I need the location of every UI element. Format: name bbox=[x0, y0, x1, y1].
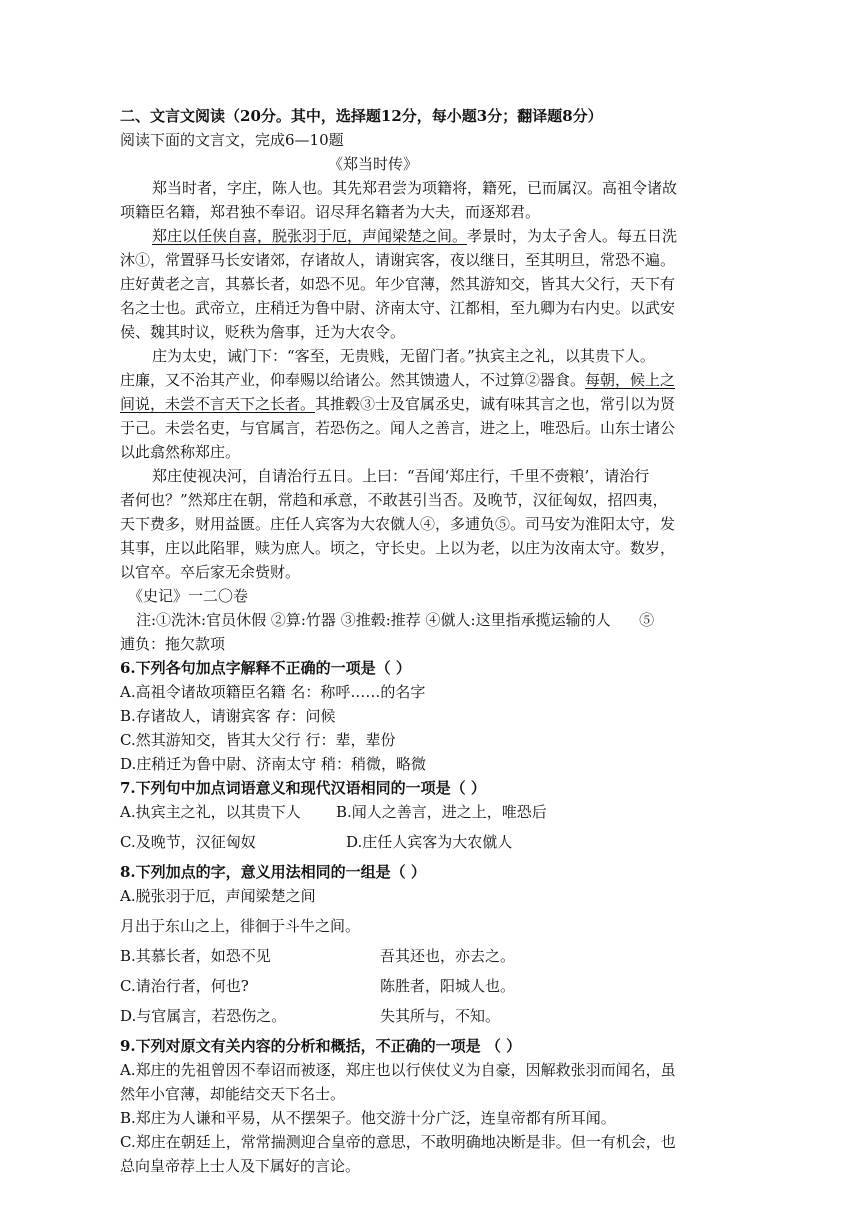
question-6 bbox=[120, 656, 742, 776]
option-row bbox=[120, 944, 742, 974]
question-stem: 9.下列对原文有关内容的分析和概括，不正确的一项是 （ ） bbox=[120, 1037, 522, 1055]
question-stem: 8.下列加点的字，意义用法相同的一组是（ ） bbox=[120, 863, 426, 881]
paragraph-line bbox=[120, 368, 742, 392]
option-a: A.脱张羽于厄，声闻梁楚之间 bbox=[120, 887, 316, 905]
question-8 bbox=[120, 860, 742, 1034]
paragraph-3 bbox=[120, 344, 742, 464]
underlined-sentence: 间说，未尝不言天下之长者。 bbox=[120, 395, 316, 413]
option-d-compare: 失其所与，不知。 bbox=[380, 1007, 501, 1025]
question-stem: 6.下列各句加点字解释不正确的一项是（ ） bbox=[120, 659, 411, 677]
footnote-line: 逋负：拖欠款项 bbox=[120, 635, 226, 653]
paragraph-line: 项籍臣名籍，郑君独不奉诏。诏尽拜名籍者为大夫，而逐郑君。 bbox=[120, 203, 541, 221]
option-c: C.然其游知交，皆其大父行 行：辈，辈份 bbox=[120, 731, 396, 749]
paragraph-text: 孝景时，为太子舍人。每五日洗 bbox=[467, 227, 678, 245]
question-9 bbox=[120, 1034, 742, 1178]
section-title: 二、文言文阅读（20分。其中，选择题12分，每小题3分；翻译题8分） bbox=[120, 107, 603, 125]
option-row bbox=[120, 830, 742, 860]
paragraph-line: 以此翕然称郑庄。 bbox=[120, 443, 241, 461]
paragraph-2 bbox=[120, 224, 742, 344]
paragraph-line bbox=[120, 392, 742, 416]
option-line: B.郑庄为人谦和平易，从不摆架子。他交游十分广泛，连皇帝都有所耳闻。 bbox=[120, 1109, 616, 1127]
paragraph-line: 以官卒。卒后家无余赀财。 bbox=[120, 563, 301, 581]
paragraph-line: 其事，庄以此陷罪，赎为庶人。顷之，守长史。上以为老，以庄为汝南太守。数岁， bbox=[120, 539, 676, 557]
paragraph-line: 郑当时者，字庄，陈人也。其先郑君尝为项籍将，籍死，已而属汉。高祖令诸故 bbox=[152, 179, 678, 197]
option-b: B.存诸故人，请谢宾客 存：问候 bbox=[120, 707, 336, 725]
option-d: D.庄稍迁为鲁中尉、济南太守 稍：稍微，略微 bbox=[120, 755, 427, 773]
paragraph-line: 者何也？”然郑庄在朝，常趋和承意，不敢甚引当否。及晚节，汉征匈奴，招四夷， bbox=[120, 491, 668, 509]
option-line: 然年小官薄，却能结交天下名士。 bbox=[120, 1085, 346, 1103]
option-row bbox=[120, 974, 742, 1004]
passage-title: 《郑当时传》 bbox=[328, 155, 419, 173]
paragraph-line: 天下费多，财用益匮。庄任人宾客为大农僦人④，多逋负⑤。司马安为淮阳太守，发 bbox=[120, 515, 676, 533]
paragraph-text: 庄廉，又不治其产业，仰奉赐以给诸公。然其馈遗人，不过算②器食。 bbox=[120, 371, 586, 389]
option-row bbox=[120, 800, 742, 830]
option-line: C.郑庄在朝廷上，常常揣测迎合皇帝的意思，不敢明确地决断是非。但一有机会，也 bbox=[120, 1133, 676, 1151]
paragraph-line: 名之士也。武帝立，庄稍迁为鲁中尉、济南太守、江都相，至九卿为右内史。以武安 bbox=[120, 299, 676, 317]
option-c: C.及晚节，汉征匈奴 bbox=[120, 833, 256, 851]
option-line: A.郑庄的先祖曾因不奉诏而被逐，郑庄也以行侠仗义为自豪，因解救张羽而闻名，虽 bbox=[120, 1061, 676, 1079]
option-b: B.其慕长者，如恐不见 bbox=[120, 947, 271, 965]
paragraph-line: 沐①，常置驿马长安诸郊，存诸故人，请谢宾客，夜以继日，至其明旦，常恐不遍。 bbox=[120, 251, 676, 269]
question-stem: 7.下列句中加点词语意义和现代汉语相同的一项是（ ） bbox=[120, 779, 486, 797]
underlined-sentence: 每朝，候上之 bbox=[585, 371, 676, 389]
paragraph-line: 郑庄使视决河，自请治行五日。上曰：“吾闻‘郑庄行，千里不赍粮’，请治行 bbox=[152, 467, 650, 485]
question-7 bbox=[120, 776, 742, 860]
option-line: 总向皇帝荐上士人及下属好的言论。 bbox=[120, 1157, 361, 1175]
underlined-sentence: 郑庄以任侠自喜，脱张羽于厄，声闻梁楚之间。 bbox=[152, 227, 468, 245]
option-c-compare: 陈胜者，阳城人也。 bbox=[380, 977, 516, 995]
paragraph-line: 庄好黄老之言，其慕长者，如恐不见。年少官薄，然其游知交，皆其大父行，天下有 bbox=[120, 275, 676, 293]
paragraph-line bbox=[120, 224, 742, 248]
paragraph-line: 于己。未尝名吏，与官属言，若恐伤之。闻人之善言，进之上，唯恐后。山东士诸公 bbox=[120, 419, 676, 437]
instruction: 阅读下面的文言文，完成6—10题 bbox=[120, 131, 344, 149]
paragraph-1 bbox=[120, 176, 742, 224]
option-d: D.与官属言，若恐伤之。 bbox=[120, 1007, 287, 1025]
source-citation: 《史记》一二〇卷 bbox=[128, 587, 249, 605]
document-page bbox=[120, 104, 742, 1178]
option-a: A.高祖令诸故项籍臣名籍 名：称呼……的名字 bbox=[120, 683, 426, 701]
paragraph-4 bbox=[120, 464, 742, 584]
option-a-compare: 月出于东山之上，徘徊于斗牛之间。 bbox=[120, 917, 361, 935]
paragraph-line: 庄为太史，诫门下：“客至，无贵贱，无留门者。”执宾主之礼，以其贵下人。 bbox=[152, 347, 655, 365]
paragraph-line: 侯、魏其时议，贬秩为詹事，迁为大农令。 bbox=[120, 323, 406, 341]
footnote-line: 注:①洗沐:官员休假 ②算:竹器 ③推毂:推荐 ④僦人:这里指承揽运输的人 ⑤ bbox=[136, 611, 655, 629]
paragraph-text: 其推毂③士及官属丞史，诚有味其言之也，常引以为贤 bbox=[315, 395, 676, 413]
option-b-compare: 吾其还也，亦去之。 bbox=[380, 947, 516, 965]
option-row bbox=[120, 1004, 742, 1034]
option-d: D.庄任人宾客为大农僦人 bbox=[346, 833, 513, 851]
option-c: C.请治行者，何也? bbox=[120, 977, 249, 995]
option-b: B.闻人之善言，进之上，唯恐后 bbox=[336, 803, 547, 821]
option-a: A.执宾主之礼，以其贵下人 bbox=[120, 803, 301, 821]
